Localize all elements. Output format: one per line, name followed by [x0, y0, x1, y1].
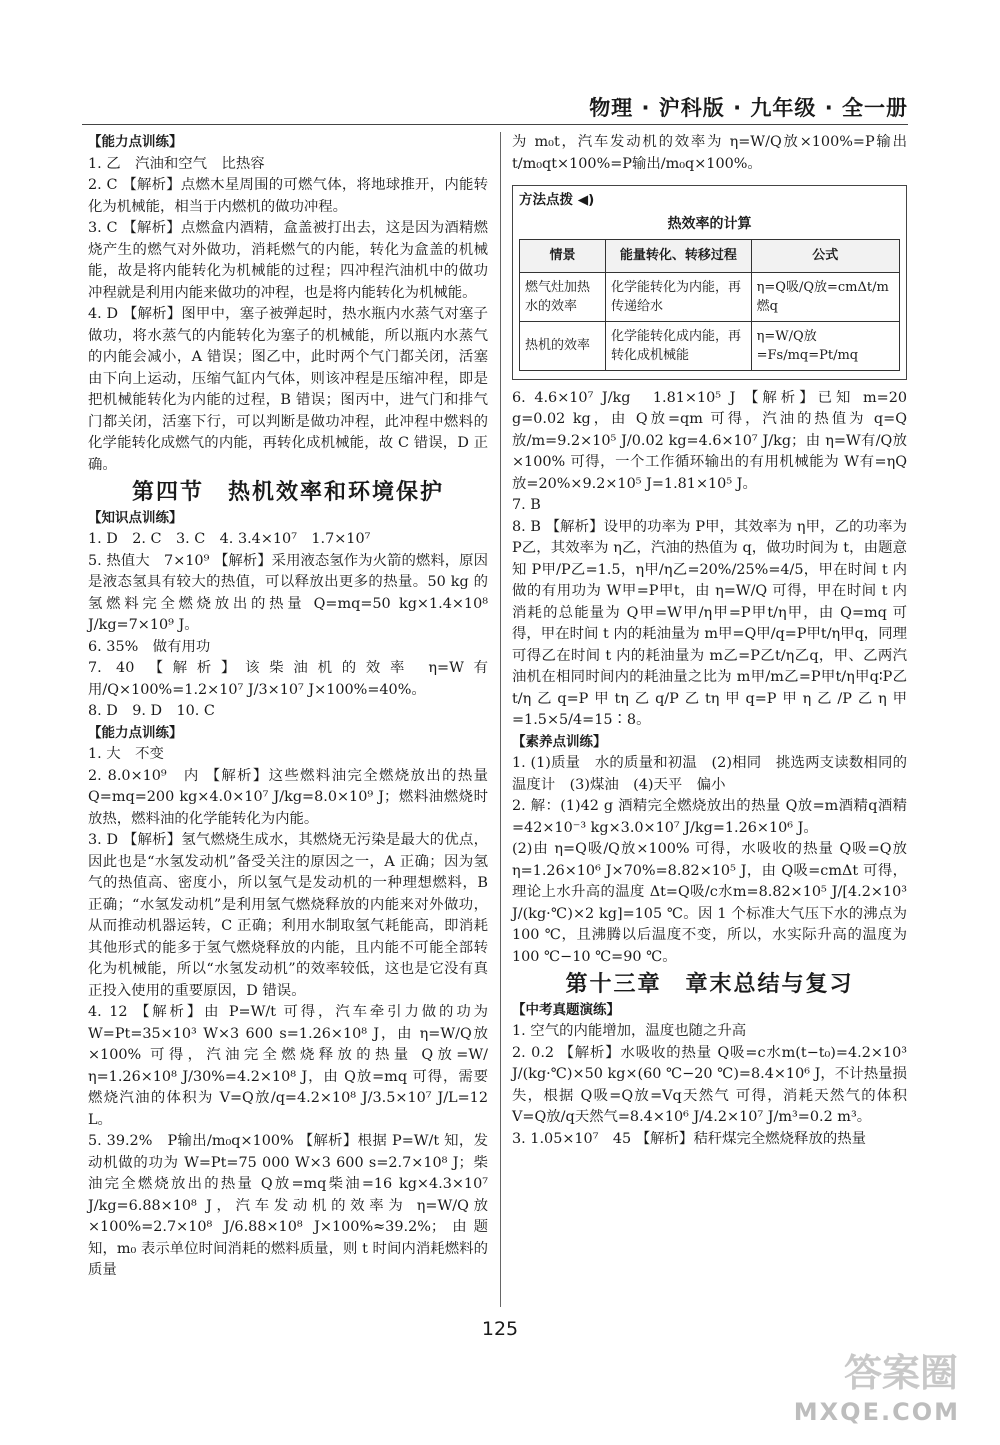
table-cell: η=W/Q放=Fs/mq=Pt/mq — [751, 321, 899, 370]
section-tag: 【能力点训练】 — [88, 134, 183, 150]
table-caption: 热效率的计算 — [667, 215, 752, 232]
table-cell: 热机的效率 — [520, 321, 606, 370]
method-tip-box — [512, 185, 907, 380]
answer-item: 2. 0.2 【解析】水吸收的热量 Q吸=c水m(t−t₀)=4.2×10³ J/(kg·℃)×50 kg×(60 ℃−20 ℃)=8.4×10⁶ J，不计热量损失，根据 Q吸=Q放=Vq天然气 可得，消耗天然气的体积 V=Q放/q天然气=8.4×10⁶ J/4.2×10⁷ J/m³=0.2 m³。 — [512, 1044, 907, 1125]
header-rule — [82, 124, 908, 125]
table-row — [520, 321, 900, 370]
answer-item: 3. C 【解析】点燃盒内酒精，盒盖被打出去，这是因为酒精燃烧产生的燃气对外做功，消耗燃气的内能，转化为盒盖的机械能，故是将内能转化为机械能的过程；四冲程汽油机中的做功冲程就是利用内能来做功的冲程，也是将内能转化为机械能。 — [88, 220, 488, 301]
table-cell: 化学能转化成内能，再转化成机械能 — [606, 321, 752, 370]
table-header: 情景 — [520, 240, 606, 273]
answer-item: 5. 39.2% P输出/m₀q×100% 【解析】根据 P=W/t 知，发动机做的功为 W=Pt=75 000 W×3 600 s=2.7×10⁸ J；柴油完全燃烧放出的热量 Q放=mq柴油=16 kg×4.3×10⁷ J/kg=6.88×10⁸ J，汽车发动机的效率为 η=W/Q放×100%=2.7×10⁸ J/6.88×10⁸ J×100%≈39.2%；由题知，m₀ 表示单位时间消耗的燃料质量，则 t 时间内消耗燃料的质量 — [88, 1133, 488, 1278]
answer-item: 1. 乙 汽油和空气 比热容 — [88, 155, 265, 172]
answer-item: 8. D 9. D 10. C — [88, 703, 215, 719]
section-tag: 【知识点训练】 — [88, 509, 183, 526]
table-cell: 化学能转化为内能，再传递给水 — [606, 272, 752, 321]
answer-item: 5. 热值大 7×10⁹ 【解析】采用液态氢作为火箭的燃料，原因是液态氢具有较大的热值，可以释放出更多的热量。50 kg 的氢燃料完全燃烧放出的热量 Q=mq=50 kg×1.4×10⁸ J/kg=7×10⁹ J。 — [88, 552, 488, 633]
right-column — [512, 132, 907, 1150]
left-column — [88, 132, 488, 1282]
answer-item: 3. 1.05×10⁷ 45 【解析】秸秆煤完全燃烧释放的热量 — [512, 1130, 867, 1147]
watermark-logo: 答案圈 — [843, 1351, 958, 1395]
table-row — [520, 272, 900, 321]
table-header-row — [520, 240, 900, 273]
answer-item: 2. 8.0×10⁹ 内 【解析】这些燃料油完全燃烧放出的热量 Q=mq=200 kg×4.0×10⁷ J/kg=8.0×10⁹ J；燃料油燃烧时放热，燃料油的化学能转化为内能。 — [88, 767, 488, 827]
answer-item: 7. 40 【解析】该柴油机的效率 η=W有用/Q×100%=1.2×10⁷ J/3×10⁷ J×100%=40%。 — [88, 660, 488, 698]
method-tip-label — [519, 190, 900, 212]
section-title: 第四节 热机效率和环境保护 — [131, 480, 444, 505]
answer-item: 1. (1)质量 水的质量和初温 (2)相同 挑选两支读数相同的温度计 (3)煤油 (4)天平 偏小 — [512, 755, 907, 793]
answer-item: 7. B — [512, 497, 541, 513]
answer-continuation: 为 m₀t，汽车发动机的效率为 η=W/Q放×100%=P输出t/m₀qt×100%=P输出/m₀q×100%。 — [512, 134, 907, 172]
answer-item: 2. 解：(1)42 g 酒精完全燃烧放出的热量 Q放=m酒精q酒精=42×10⁻³ kg×3.0×10⁷ J/kg=1.26×10⁶ J。 — [512, 798, 907, 836]
speaker-icon: ◀) — [577, 192, 595, 208]
table-header: 公式 — [751, 240, 899, 273]
answer-item: 8. B 【解析】设甲的功率为 P甲，其效率为 η甲，乙的功率为 P乙，其效率为 η乙，汽油的热值为 q，做功时间为 t，由题意知 P甲/P乙=1.5，η甲/η乙=20%/25%=4/5，甲在时间 t 内做的有用功为 W甲=P甲t，由 η=W/Q 可得，甲在时间 t 内消耗的总能量为 Q甲=W甲/η甲=P甲t/η甲，由 Q=mq 可得，甲在时间 t 内的耗油量为 m甲=Q甲/q=P甲t/η甲q，同理可得乙在时间 t 内的耗油量为 m乙=P乙t/η乙q，甲、乙两汽油机在相同时间内的耗油量之比为 m甲/m乙=P甲t/η甲q∶P乙t/η乙q=P甲tη乙q/P乙tη甲q=P甲η乙/P乙η甲=1.5×5/4=15∶8。 — [512, 518, 907, 728]
efficiency-table — [519, 239, 900, 371]
column-divider — [500, 132, 501, 1307]
answer-item: 6. 35% 做有用功 — [88, 638, 211, 655]
answer-item: 1. D 2. C 3. C 4. 3.4×10⁷ 1.7×10⁷ — [88, 531, 371, 547]
answer-item: 3. D 【解析】氢气燃烧生成水，其燃烧无污染是最大的优点，因此也是“水氢发动机”备受关注的原因之一，A 正确；因为氢气的热值高、密度小，所以氢气是发动机的一种理想燃料，B 正确；“水氢发动机”是利用氢气燃烧释放的内能来对外做功，从而推动机器运转，C 正确；利用水制取氢气耗能高，即消耗其他形式的能多于氢气燃烧释放的内能，且内能不可能全部转化为机械能，所以“水氢发动机”的效率较低，这也是它没有真正投入使用的重要原因，D 错误。 — [88, 832, 488, 999]
section-tag: 【能力点训练】 — [88, 724, 183, 741]
answer-item: 1. 空气的内能增加，温度也随之升高 — [512, 1023, 747, 1039]
page-header: 物理 · 沪科版 · 九年级 · 全一册 — [589, 96, 908, 120]
answer-item: 4. 12 【解析】由 P=W/t 可得，汽车牵引力做的功为 W=Pt=35×10³ W×3 600 s=1.26×10⁸ J，由 η=W/Q放×100% 可得，汽油完全燃烧释放的热量 Q放=W/η=1.26×10⁸ J/30%=4.2×10⁸ J，由 Q放=mq 可得，需要燃烧汽油的体积为 V=Q放/q=4.2×10⁸ J/3.5×10⁷ J/L=12 L。 — [88, 1004, 488, 1128]
table-header: 能量转化、转移过程 — [606, 240, 752, 273]
page-number: 125 — [481, 1318, 519, 1340]
answer-item: (2)由 η=Q吸/Q放×100% 可得，水吸收的热量 Q吸=Q放η=1.26×10⁶ J×70%=8.82×10⁵ J，由 Q吸=cmΔt 可得，理论上水升高的温度 Δt=Q吸/c水m=8.82×10⁵ J/[4.2×10³ J/(kg·℃)×2 kg]=105 ℃。因 1 个标准大气压下水的沸点为 100 ℃，且沸腾以后温度不变，所以，水实际升高的温度为 100 ℃−10 ℃=90 ℃。 — [512, 841, 907, 965]
answer-item: 6. 4.6×10⁷ J/kg 1.81×10⁵ J 【解析】已知 m=20 g=0.02 kg，由 Q放=qm 可得，汽油的热值为 q=Q放/m=9.2×10⁵ J/0.02 kg=4.6×10⁷ J/kg；由 η=W有/Q放×100% 可得，一个工作循环输出的有用机械能为 W有=ηQ放=20%×9.2×10⁵ J=1.81×10⁵ J。 — [512, 389, 907, 492]
answer-item: 4. D 【解析】图甲中，塞子被弹起时，热水瓶内水蒸气对塞子做功，将水蒸气的内能转化为塞子的机械能，所以瓶内水蒸气的内能会减小，A 错误；图乙中，此时两个气门都关闭，活塞由下向上运动，压缩气缸内气体，则该冲程是压缩冲程，即是把机械能转化为内能的过程，B 错误；图丙中，进气门和排气门都关闭，活塞下行，可以判断是做功冲程，此冲程中燃料的化学能转化成燃气的内能，再转化成机械能，故 C 错误，D 正确。 — [88, 306, 488, 473]
section-tag: 【素养点训练】 — [512, 733, 607, 750]
answer-item: 2. C 【解析】点燃木星周围的可燃气体，将地球推开，内能转化为机械能，相当于内燃机的做功冲程。 — [88, 177, 488, 215]
section-tag: 【中考真题演练】 — [512, 1001, 620, 1018]
table-cell: 燃气灶加热水的效率 — [520, 272, 606, 321]
chapter-title: 第十三章 章末总结与复习 — [565, 972, 854, 997]
answer-item: 1. 大 不变 — [88, 746, 164, 762]
table-cell: η=Q吸/Q放=cmΔt/m燃q — [751, 272, 899, 321]
method-tip-label-text: 方法点拨 — [519, 192, 573, 208]
watermark-url: MXQE.COM — [793, 1398, 960, 1426]
